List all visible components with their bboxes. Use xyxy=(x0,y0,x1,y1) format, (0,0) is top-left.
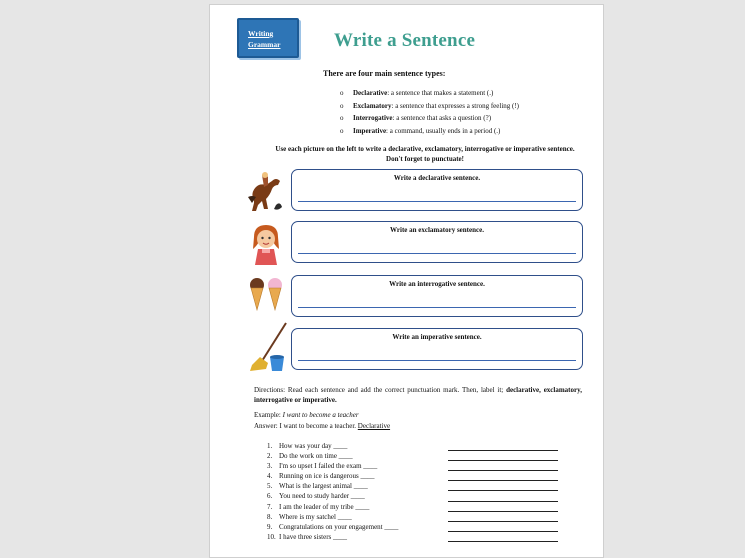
question-text: I'm so upset I failed the exam ____ xyxy=(279,462,378,471)
type-desc: : a sentence that asks a question (?) xyxy=(392,114,492,122)
label-blank[interactable] xyxy=(448,502,558,512)
example-label: Example: xyxy=(254,411,283,419)
writing-line[interactable] xyxy=(298,360,576,361)
badge-line-2: Grammar xyxy=(248,40,281,49)
example xyxy=(254,411,359,419)
type-term: Interrogative xyxy=(353,114,393,122)
bullet: o xyxy=(340,114,344,122)
question-number: 9. xyxy=(267,522,273,531)
question-item xyxy=(267,461,398,471)
label-blank[interactable] xyxy=(448,471,558,481)
question-number: 6. xyxy=(267,492,273,501)
question-item xyxy=(267,522,398,532)
question-item xyxy=(267,502,398,512)
types-heading: There are four main sentence types: xyxy=(323,69,446,78)
question-item xyxy=(267,512,398,522)
mop-bucket-icon xyxy=(246,321,292,373)
exclamatory-answer-box[interactable] xyxy=(291,221,583,263)
girl-icon xyxy=(246,223,286,267)
horse-rider-icon xyxy=(246,171,286,215)
bullet: o xyxy=(340,101,344,110)
question-text: Do the work on time ____ xyxy=(279,452,353,461)
type-item xyxy=(340,87,519,100)
question-item xyxy=(267,451,398,461)
answer-label: Answer: I want to become a teacher. xyxy=(254,422,358,430)
answer-value: Declarative xyxy=(357,422,391,430)
box-prompt: Write an exclamatory sentence. xyxy=(390,226,484,234)
question-text: I am the leader of my tribe ____ xyxy=(279,502,370,511)
question-number: 3. xyxy=(267,462,273,471)
label-blank[interactable] xyxy=(448,481,558,491)
type-desc: : a sentence that makes a statement (.) xyxy=(387,89,494,97)
badge-line-1: Writing xyxy=(248,29,274,38)
label-blank[interactable] xyxy=(448,461,558,471)
label-blank[interactable] xyxy=(448,532,558,542)
question-text: How was your day ____ xyxy=(279,442,348,450)
declarative-answer-box[interactable] xyxy=(291,169,583,211)
label-blanks xyxy=(448,441,558,542)
question-text: Congratulations on your engagement ____ xyxy=(279,522,399,531)
question-text: Running on ice is dangerous ____ xyxy=(279,472,375,481)
question-number: 5. xyxy=(267,482,273,491)
question-item xyxy=(267,491,398,501)
question-number: 10. xyxy=(267,532,276,541)
type-item xyxy=(340,125,519,138)
type-desc: : a command, usually ends in a period (.) xyxy=(386,126,501,135)
type-item xyxy=(340,112,519,125)
question-number: 2. xyxy=(267,452,273,461)
bullet: o xyxy=(340,89,344,97)
type-desc: : a sentence that expresses a strong feeling (!) xyxy=(391,101,520,110)
label-blank[interactable] xyxy=(448,441,558,451)
ice-cream-icon xyxy=(246,273,286,313)
example-text: I want to become a teacher xyxy=(282,411,359,419)
question-text: Where is my satchel ____ xyxy=(279,512,352,521)
bullet: o xyxy=(340,126,344,135)
question-number: 7. xyxy=(267,502,273,511)
box-prompt: Write a declarative sentence. xyxy=(393,174,481,182)
imperative-answer-box[interactable] xyxy=(291,328,583,370)
type-term: Imperative xyxy=(353,126,387,135)
question-text: What is the largest animal ____ xyxy=(279,482,368,491)
label-blank[interactable] xyxy=(448,451,558,461)
question-number: 4. xyxy=(267,472,273,481)
label-blank[interactable] xyxy=(448,522,558,532)
worksheet-page xyxy=(209,4,604,558)
box-prompt: Write an interrogative sentence. xyxy=(389,280,485,288)
question-item xyxy=(267,481,398,491)
instructions: Use each picture on the left to write a declarative, exclamatory, interrogative or imperative sentence. Don't forget to punctuate! xyxy=(275,145,575,163)
question-number: 8. xyxy=(267,512,273,521)
question-item xyxy=(267,471,398,481)
question-list xyxy=(267,441,398,542)
question-number: 1. xyxy=(267,442,273,450)
directions-text: Directions: Read each sentence and add the correct punctuation mark. Then, label it; xyxy=(254,386,507,394)
writing-grammar-badge xyxy=(237,18,299,58)
type-term: Exclamatory xyxy=(353,101,392,110)
question-item xyxy=(267,441,398,451)
type-item xyxy=(340,100,519,113)
interrogative-answer-box[interactable] xyxy=(291,275,583,317)
type-term: Declarative xyxy=(353,89,388,97)
question-item xyxy=(267,532,398,542)
label-blank[interactable] xyxy=(448,512,558,522)
question-text: You need to study harder ____ xyxy=(279,492,365,501)
writing-line[interactable] xyxy=(298,253,576,254)
box-prompt: Write an imperative sentence. xyxy=(392,333,482,341)
question-text: I have three sisters ____ xyxy=(279,532,348,541)
page-title: Write a Sentence xyxy=(334,30,476,51)
writing-line[interactable] xyxy=(298,307,576,308)
writing-line[interactable] xyxy=(298,201,576,202)
directions-bold: declarative, exclamatory, interrogative or imperative. xyxy=(254,386,582,404)
sentence-types-list xyxy=(340,87,519,137)
label-blank[interactable] xyxy=(448,491,558,501)
answer xyxy=(254,422,390,430)
directions xyxy=(254,385,582,405)
